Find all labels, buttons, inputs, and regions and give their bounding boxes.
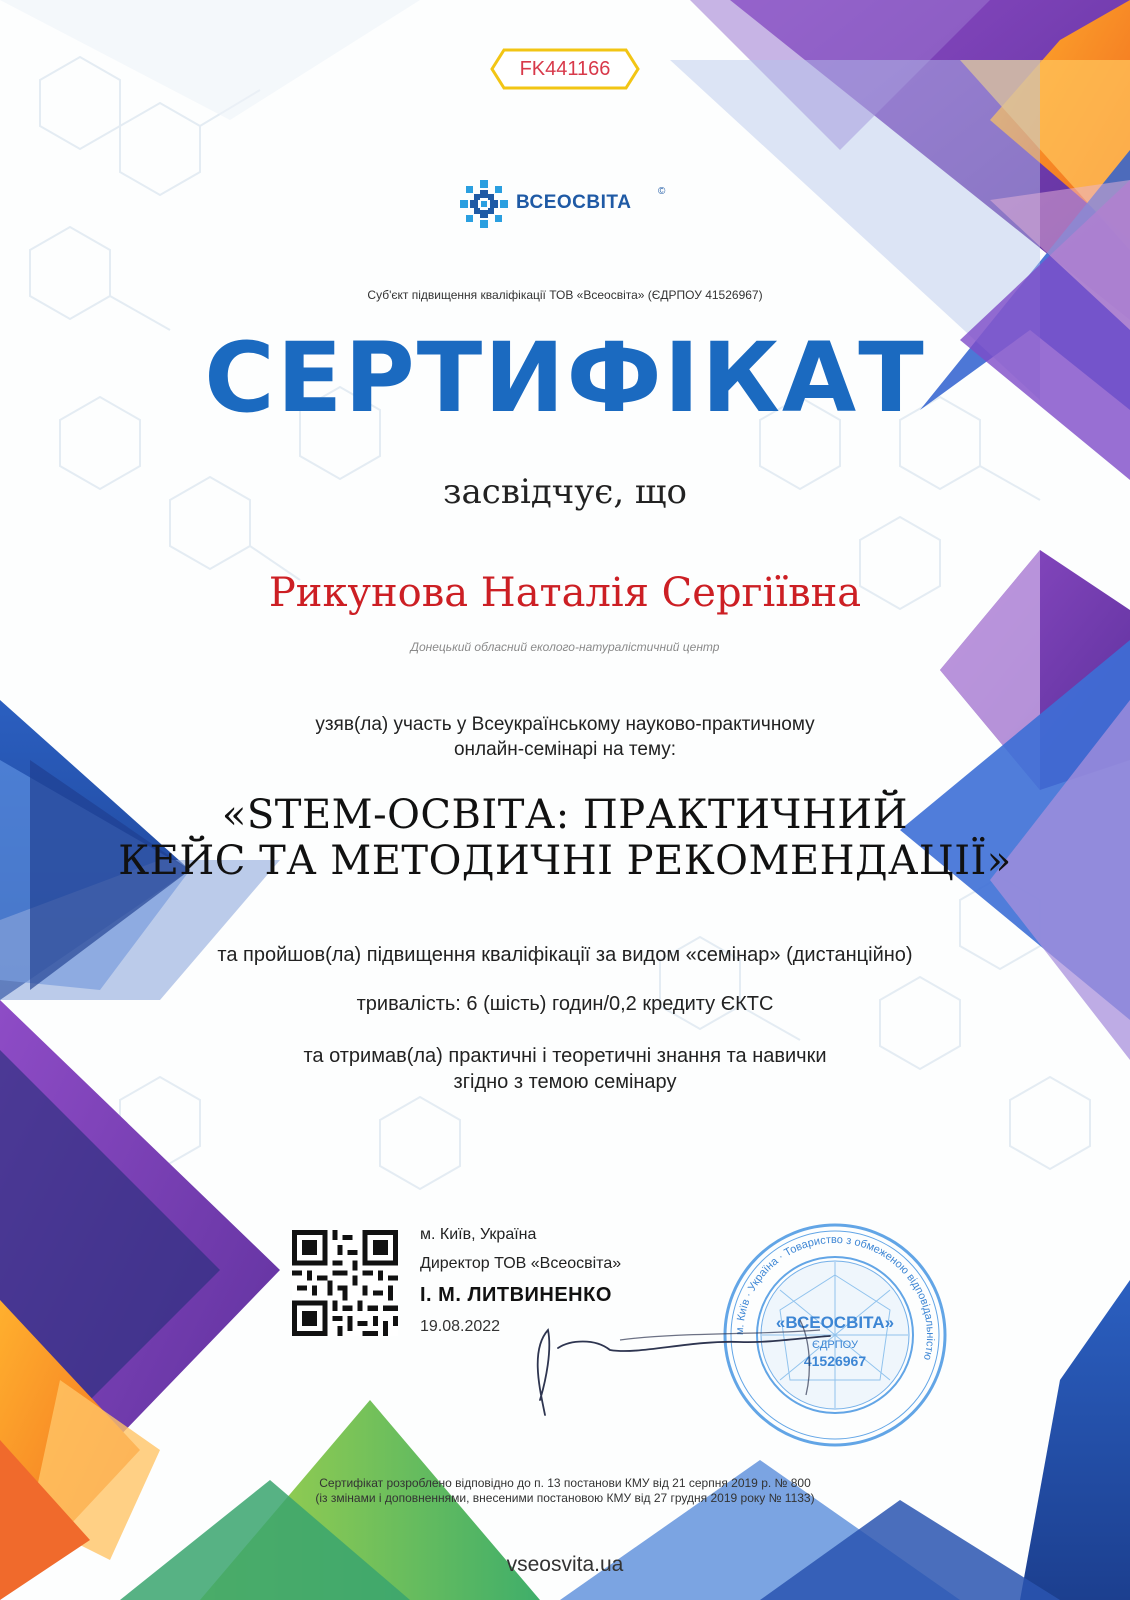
legal-footnote-line-2: (із змінами і доповненнями, внесеними постановою КМУ від 27 грудня 2019 року № 1133): [315, 1491, 815, 1505]
issue-date: 19.08.2022: [420, 1318, 501, 1335]
certificate-code-badge: [490, 48, 640, 90]
snowflake-logo-icon: [458, 178, 510, 230]
subject-line: Суб'єкт підвищення кваліфікації ТОВ «Всеосвіта» (ЄДРПОУ 41526967): [367, 288, 763, 302]
stamp-code-number: 41526967: [803, 1353, 867, 1369]
qr-code-icon[interactable]: [292, 1230, 398, 1336]
stamp-center-text: «ВСЕОСВІТА»: [775, 1313, 895, 1332]
certificate-code: FK441166: [519, 58, 611, 80]
participation-line-2: онлайн-семінарі на тему:: [453, 739, 677, 760]
legal-footnote: [0, 1476, 1130, 1506]
certifies-text: засвідчує, що: [442, 472, 688, 512]
qualification-text: та пройшов(ла) підвищення кваліфікації за видом «семінар» (дистанційно): [217, 944, 913, 966]
seminar-topic-line-1: «STEM-ОСВІТА: ПРАКТИЧНИЙ: [221, 792, 909, 838]
seminar-topic: [0, 792, 1130, 884]
logo-wordmark: ВСЕОСВІТА: [516, 192, 632, 213]
website-link[interactable]: vseosvita.ua: [506, 1553, 624, 1576]
director-signature: [500, 1310, 860, 1430]
certificate-title: СЕРТИФІКАТ: [204, 322, 926, 434]
duration-text: тривалість: 6 (шість) годин/0,2 кредиту ЄКТС: [356, 993, 774, 1015]
recipient-name: Рикунова Наталія Сергіївна: [268, 570, 862, 616]
recipient-organization: Донецький обласний еколого-натуралістичний центр: [410, 640, 720, 654]
stamp-code-label: ЄДРПОУ: [812, 1339, 858, 1351]
director-title: Директор ТОВ «Всеосвіта»: [420, 1255, 622, 1272]
seminar-topic-line-2: КЕЙС ТА МЕТОДИЧНІ РЕКОМЕНДАЦІЇ»: [118, 838, 1012, 884]
vseosvita-logo: [458, 176, 678, 232]
knowledge-line-2: згідно з темою семінару: [453, 1071, 677, 1093]
director-name: І. М. ЛИТВИНЕНКО: [420, 1284, 612, 1306]
knowledge-line-1: та отримав(ла) практичні і теоретичні знання та навички: [303, 1045, 827, 1067]
stamp-ring-text: м. Київ · Україна · Товариство з обмеженою відповідальністю: [733, 1233, 937, 1362]
participation-text: [0, 712, 1130, 762]
participation-line-1: узяв(ла) участь у Всеукраїнському науково-практичному: [315, 714, 815, 735]
city-text: м. Київ, Україна: [420, 1226, 537, 1243]
knowledge-text: [0, 1043, 1130, 1095]
logo-copyright-mark: ©: [658, 186, 666, 197]
legal-footnote-line-1: Сертифікат розроблено відповідно до п. 13 постанови КМУ від 21 серпня 2019 р. № 800: [319, 1476, 811, 1490]
